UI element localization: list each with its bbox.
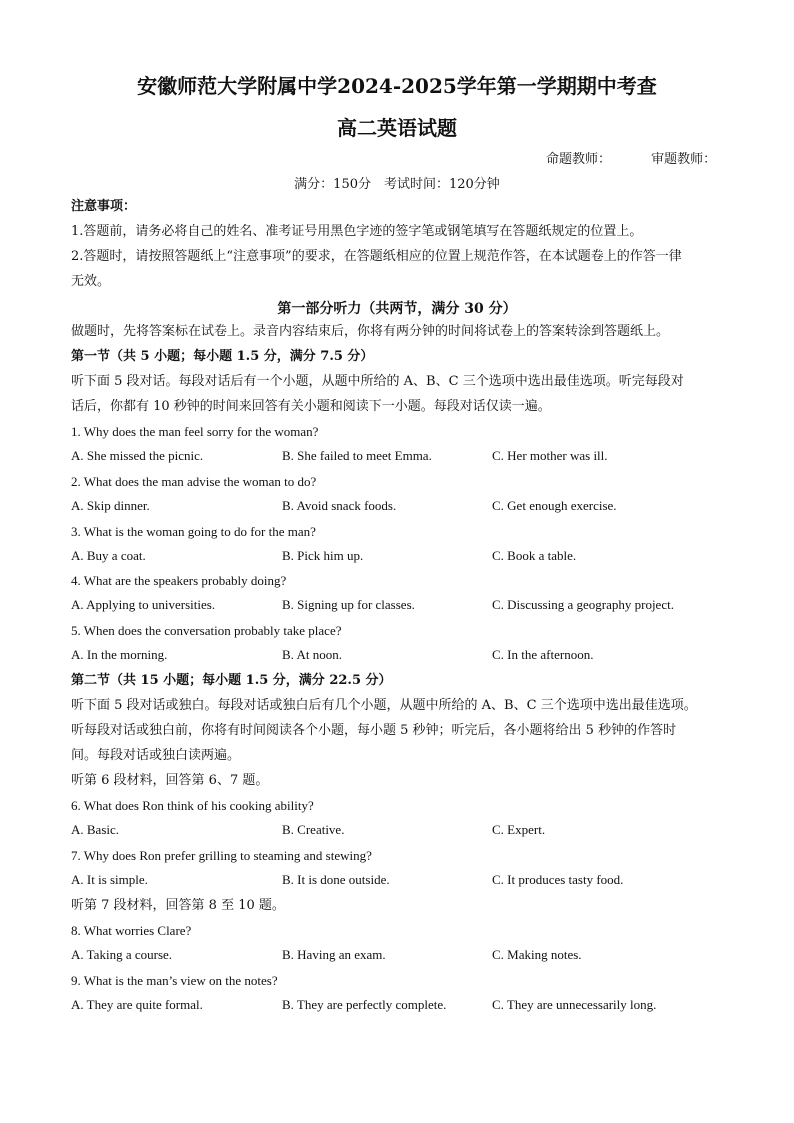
question-5: 5. When does the conversation probably take place?: [71, 623, 342, 638]
question-5-option-a: A. In the morning.: [71, 647, 168, 662]
question-1-option-a: A. She missed the picnic.: [71, 448, 204, 463]
exam-subtitle: 高二英语试题: [337, 116, 457, 140]
question-6-option-c: C. Expert.: [492, 822, 546, 837]
question-4: 4. What are the speakers probably doing?: [71, 573, 287, 588]
section2-intro-a: 听下面 5 段对话或独白。每段对话或独白后有几个小题，从题中所给的 A、B、C 三个选项中选出最佳选项。: [71, 698, 697, 713]
question-1: 1. Why does the man feel sorry for the woman?: [71, 424, 319, 439]
question-6-option-b: B. Creative.: [282, 822, 345, 837]
notes-heading: 注意事项：: [71, 199, 137, 214]
notes-item-2b: 无效。: [71, 274, 111, 289]
question-9-option-c: C. They are unnecessarily long.: [492, 997, 657, 1012]
material-6-instruction: 听第 6 段材料，回答第 6、7 题。: [71, 773, 269, 788]
question-8-option-a: A. Taking a course.: [71, 947, 173, 962]
question-3: 3. What is the woman going to do for the man?: [71, 524, 316, 539]
part1-intro: 做题时，先将答案标在试卷上。录音内容结束后，你将有两分钟的时间将试卷上的答案转涂到答题纸上。: [71, 324, 670, 339]
question-6-option-a: A. Basic.: [71, 822, 120, 837]
section1-intro-a: 听下面 5 段对话。每段对话后有一个小题，从题中所给的 A、B、C 三个选项中选出最佳选项。听完每段对: [71, 374, 684, 389]
question-6: 6. What does Ron think of his cooking ability?: [71, 798, 314, 813]
notes-item-1: 1.答题前，请务必将自己的姓名、准考证号用黑色字迹的签字笔或钢笔填写在答题纸规定的位置上。: [71, 224, 643, 239]
question-4-option-a: A. Applying to universities.: [71, 597, 216, 612]
section1-heading: 第一节（共 5 小题；每小题 1.5 分，满分 7.5 分）: [71, 349, 374, 364]
section1-intro-b: 话后，你都有 10 秒钟的时间来回答有关小题和阅读下一小题。每段对话仅读一遍。: [71, 399, 551, 414]
teacher-info: [546, 148, 752, 167]
section2-heading: 第二节（共 15 小题；每小题 1.5 分，满分 22.5 分）: [71, 673, 392, 688]
question-2-option-a: A. Skip dinner.: [71, 498, 150, 513]
question-9-option-b: B. They are perfectly complete.: [282, 997, 447, 1012]
question-1-option-c: C. Her mother was ill.: [492, 448, 608, 463]
question-1-option-b: B. She failed to meet Emma.: [282, 448, 432, 463]
question-4-option-b: B. Signing up for classes.: [282, 597, 415, 612]
question-7-option-c: C. It produces tasty food.: [492, 872, 624, 887]
question-3-option-a: A. Buy a coat.: [71, 548, 146, 563]
question-8: 8. What worries Clare?: [71, 923, 192, 938]
question-8-option-b: B. Having an exam.: [282, 947, 386, 962]
material-7-instruction: 听第 7 段材料，回答第 8 至 10 题。: [71, 898, 285, 913]
question-7-option-a: A. It is simple.: [71, 872, 148, 887]
question-4-option-c: C. Discussing a geography project.: [492, 597, 674, 612]
question-8-option-c: C. Making notes.: [492, 947, 582, 962]
reviewer-label: 审题教师：: [651, 152, 717, 167]
author-label: 命题教师：: [546, 152, 612, 167]
question-3-option-b: B. Pick him up.: [282, 548, 364, 563]
question-9-option-a: A. They are quite formal.: [71, 997, 203, 1012]
part1-heading: 第一部分听力（共两节，满分 30 分）: [277, 301, 517, 317]
question-5-option-b: B. At noon.: [282, 647, 342, 662]
question-7: 7. Why does Ron prefer grilling to steaming and stewing?: [71, 848, 372, 863]
section2-intro-b: 听每段对话或独白前，你将有时间阅读各个小题，每小题 5 秒钟；听完后，各小题将给出 5 秒钟的作答时: [71, 723, 677, 738]
exam-title: 安徽师范大学附属中学2024-2025学年第一学期期中考查: [137, 74, 657, 98]
question-2: 2. What does the man advise the woman to do?: [71, 474, 317, 489]
section2-intro-c: 间。每段对话或独白读两遍。: [71, 748, 241, 763]
question-3-option-c: C. Book a table.: [492, 548, 577, 563]
notes-item-2a: 2.答题时，请按照答题纸上“注意事项”的要求，在答题纸相应的位置上规范作答，在本试题卷上的作答一律: [71, 249, 682, 264]
question-2-option-c: C. Get enough exercise.: [492, 498, 617, 513]
question-5-option-c: C. In the afternoon.: [492, 647, 594, 662]
question-9: 9. What is the man’s view on the notes?: [71, 973, 278, 988]
score-info: 满分：150分 考试时间：120分钟: [294, 177, 500, 192]
question-7-option-b: B. It is done outside.: [282, 872, 390, 887]
question-2-option-b: B. Avoid snack foods.: [282, 498, 397, 513]
